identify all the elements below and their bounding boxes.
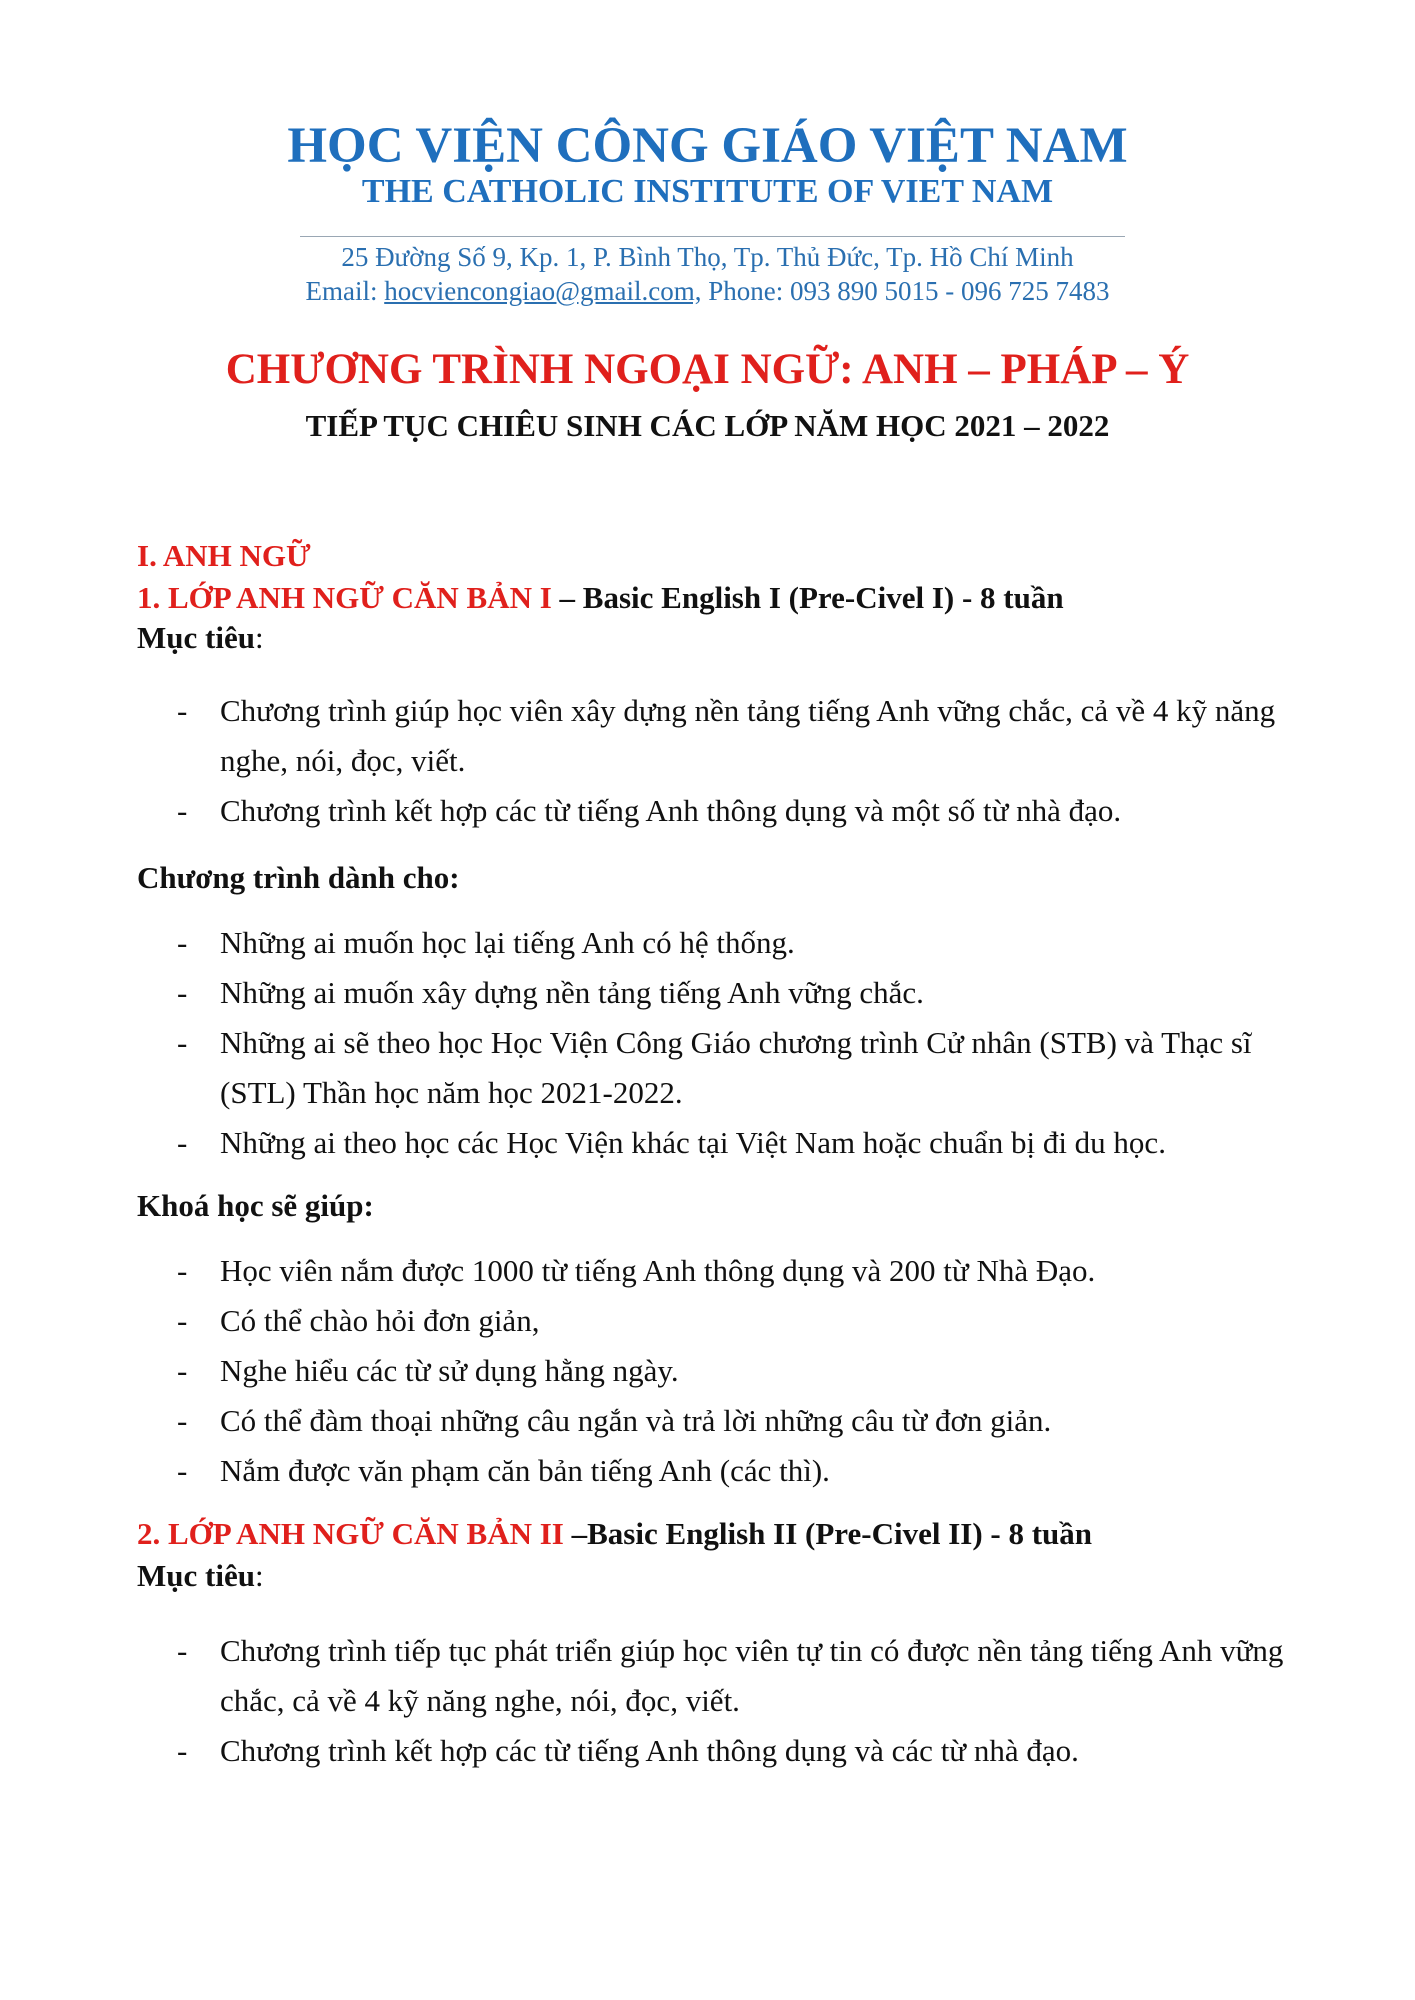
course-1-objective-colon: : bbox=[254, 620, 264, 655]
list-item bbox=[177, 1726, 1297, 1776]
bullet-dash: - bbox=[177, 925, 188, 960]
bullet-dash: - bbox=[177, 1303, 188, 1338]
course-1-benefits-label: Khoá học sẽ giúp: bbox=[137, 1188, 374, 1223]
list-item bbox=[177, 1118, 1297, 1168]
bullet-dash: - bbox=[177, 1403, 188, 1438]
course-1-objective-1: Chương trình giúp học viên xây dựng nền tảng tiếng Anh vững chắc, cả về 4 kỹ năng nghe, nói, đọc, viết. bbox=[220, 693, 1276, 778]
list-item bbox=[177, 1296, 1297, 1346]
course-1-objective-label bbox=[137, 618, 264, 658]
list-item bbox=[177, 1346, 1297, 1396]
bullet-dash: - bbox=[177, 975, 188, 1010]
list-item bbox=[177, 1626, 1297, 1726]
list-item bbox=[177, 1446, 1297, 1496]
header-divider bbox=[300, 236, 1125, 237]
course-1-title-vietnamese: 1. LỚP ANH NGỮ CĂN BẢN I bbox=[137, 580, 552, 615]
course-2-objective-1: Chương trình tiếp tục phát triển giúp học viên tự tin có được nền tảng tiếng Anh vững chắc, cả về 4 kỹ năng nghe, nói, đọc, viết. bbox=[220, 1633, 1284, 1718]
list-item bbox=[177, 918, 1297, 968]
email-link[interactable]: hocviencongiao@gmail.com, bbox=[384, 276, 702, 306]
course-1-benefit-5: Nắm được văn phạm căn bản tiếng Anh (các thì). bbox=[220, 1453, 830, 1488]
course-1-audience-3: Những ai sẽ theo học Học Viện Công Giáo chương trình Cử nhân (STB) và Thạc sĩ (STL) Thần học năm học 2021-2022. bbox=[220, 1025, 1252, 1110]
bullet-dash: - bbox=[177, 1253, 188, 1288]
course-2-objective-2: Chương trình kết hợp các từ tiếng Anh thông dụng và các từ nhà đạo. bbox=[220, 1733, 1079, 1768]
list-item bbox=[177, 786, 1297, 836]
list-item bbox=[177, 686, 1297, 786]
course-1-title bbox=[137, 578, 1064, 618]
program-subtitle: TIẾP TỤC CHIÊU SINH CÁC LỚP NĂM HỌC 2021 – 2022 bbox=[305, 408, 1110, 443]
bullet-dash: - bbox=[177, 1353, 188, 1388]
course-1-objective-2: Chương trình kết hợp các từ tiếng Anh thông dụng và một số từ nhà đạo. bbox=[220, 793, 1122, 828]
bullet-dash: - bbox=[177, 1733, 188, 1768]
list-item bbox=[177, 968, 1297, 1018]
course-1-benefit-4: Có thể đàm thoại những câu ngắn và trả lời những câu từ đơn giản. bbox=[220, 1403, 1052, 1438]
course-1-benefit-1: Học viên nắm được 1000 từ tiếng Anh thông dụng và 200 từ Nhà Đạo. bbox=[220, 1253, 1096, 1288]
program-title: CHƯƠNG TRÌNH NGOẠI NGỮ: ANH – PHÁP – Ý bbox=[225, 346, 1190, 393]
course-1-audience-label: Chương trình dành cho: bbox=[137, 860, 460, 895]
bullet-dash: - bbox=[177, 1025, 188, 1060]
phone-text: Phone: 093 890 5015 - 096 725 7483 bbox=[701, 276, 1110, 306]
bullet-dash: - bbox=[177, 1633, 188, 1668]
course-1-objective-label-text: Mục tiêu bbox=[137, 620, 255, 655]
course-2-objective-label-text: Mục tiêu bbox=[137, 1558, 255, 1593]
course-2-title-english: –Basic English II (Pre-Civel II) - 8 tuần bbox=[563, 1516, 1093, 1551]
course-1-benefit-2: Có thể chào hỏi đơn giản, bbox=[220, 1303, 540, 1338]
bullet-dash: - bbox=[177, 693, 188, 728]
course-2-title bbox=[137, 1514, 1092, 1554]
course-1-audience-2: Những ai muốn xây dựng nền tảng tiếng Anh vững chắc. bbox=[220, 975, 924, 1010]
course-1-audience-1: Những ai muốn học lại tiếng Anh có hệ thống. bbox=[220, 925, 795, 960]
list-item bbox=[177, 1018, 1297, 1118]
course-2-objective-label bbox=[137, 1556, 264, 1596]
list-item bbox=[177, 1246, 1297, 1296]
course-2-objective-colon: : bbox=[254, 1558, 264, 1593]
bullet-dash: - bbox=[177, 793, 188, 828]
institute-name-vietnamese: HỌC VIỆN CÔNG GIÁO VIỆT NAM bbox=[287, 118, 1128, 174]
contact-line bbox=[0, 274, 1415, 308]
email-label: Email: bbox=[305, 276, 385, 306]
institute-address: 25 Đường Số 9, Kp. 1, P. Bình Thọ, Tp. Thủ Đức, Tp. Hồ Chí Minh bbox=[341, 242, 1074, 272]
section-heading: I. ANH NGỮ bbox=[137, 538, 311, 573]
course-1-title-english: – Basic English I (Pre-Civel I) - 8 tuần bbox=[551, 580, 1064, 615]
bullet-dash: - bbox=[177, 1125, 188, 1160]
institute-name-english: THE CATHOLIC INSTITUTE OF VIET NAM bbox=[361, 173, 1054, 210]
list-item bbox=[177, 1396, 1297, 1446]
course-1-audience-4: Những ai theo học các Học Viện khác tại Việt Nam hoặc chuẩn bị đi du học. bbox=[220, 1125, 1166, 1160]
course-2-title-vietnamese: 2. LỚP ANH NGỮ CĂN BẢN II bbox=[137, 1516, 564, 1551]
bullet-dash: - bbox=[177, 1453, 188, 1488]
course-1-benefit-3: Nghe hiểu các từ sử dụng hằng ngày. bbox=[220, 1353, 679, 1388]
